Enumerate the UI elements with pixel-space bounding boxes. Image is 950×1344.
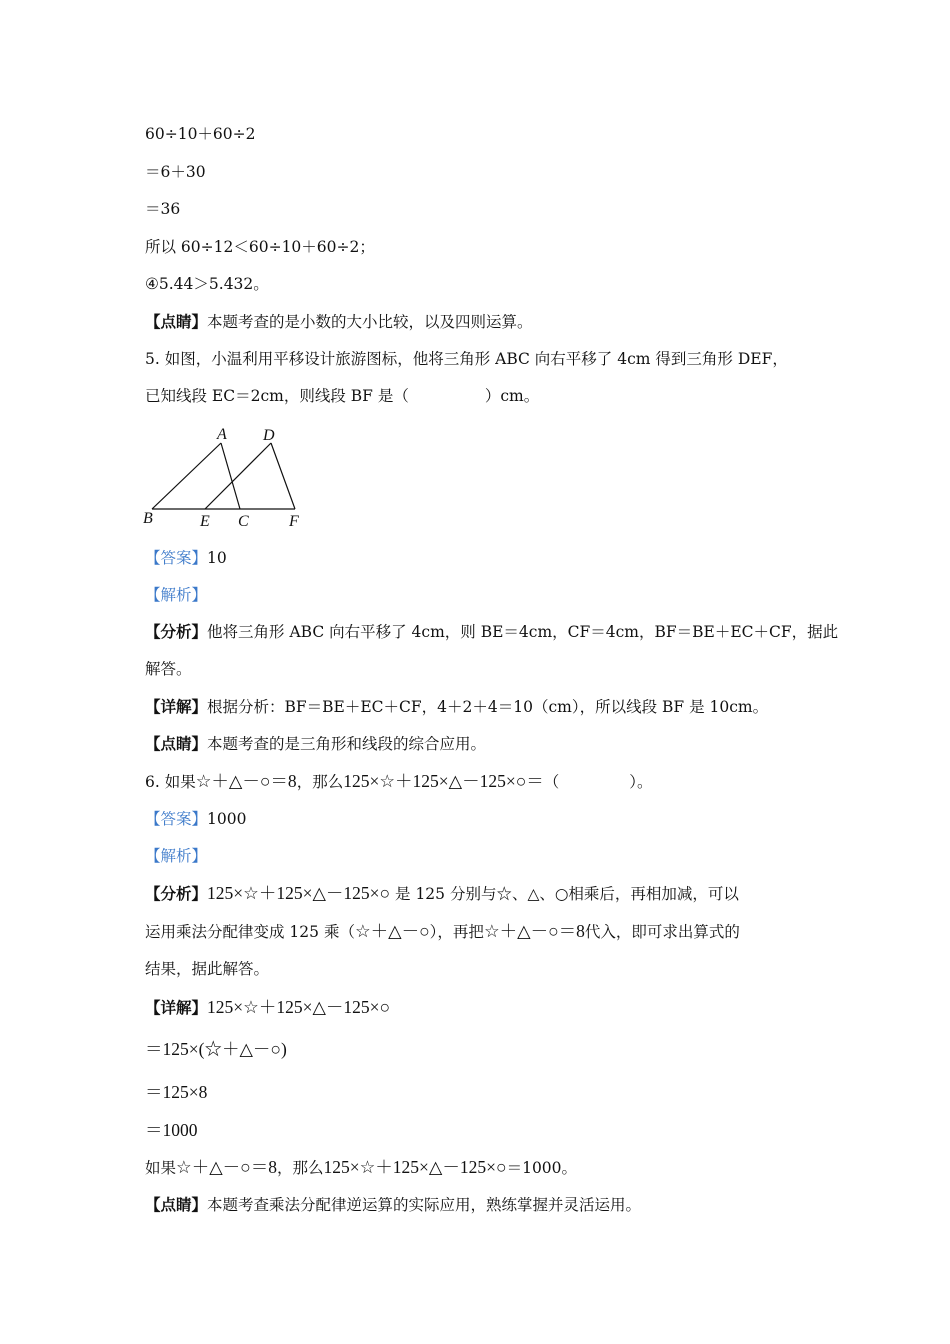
answer-line <box>145 548 227 568</box>
conclusion-text: ，那么 <box>276 1159 324 1177</box>
segment-ab <box>152 443 221 509</box>
fenxi-text: 代入，即可求出算式的 <box>584 923 740 941</box>
conclusion-expression: ☆＋△－○＝8 <box>176 1157 277 1177</box>
fenxi-tag: 【分析】 <box>145 884 208 903</box>
dianjing-tag: 【点睛】 <box>145 734 208 753</box>
label-f: F <box>289 513 299 530</box>
jiexi-tag: 【解析】 <box>145 586 208 604</box>
answer-value: 10 <box>207 549 227 567</box>
dianjing-line <box>145 312 533 332</box>
segment-ac <box>221 443 240 509</box>
conclusion-expression: 125×☆＋125×△－125×○ <box>323 1157 507 1177</box>
fenxi-expression: ☆＋△－○ <box>354 921 430 941</box>
conclusion-text: ＝1000。 <box>506 1159 578 1177</box>
fenxi-line-2 <box>145 921 740 942</box>
dianjing-text: 本题考查的是三角形和线段的综合应用。 <box>207 735 487 753</box>
label-e: E <box>200 513 210 530</box>
dianjing-line <box>145 734 486 754</box>
stem-text: ）cm。 <box>484 387 540 405</box>
segment-df <box>271 443 295 509</box>
answer-tag: 【答案】 <box>145 549 208 567</box>
fenxi-text: ），再把 <box>429 923 484 941</box>
stem-expression: ☆＋△－○＝8 <box>195 771 297 791</box>
calc-line: ＝125×(☆＋△－○) <box>145 1039 287 1059</box>
fenxi-tag: 【分析】 <box>145 622 208 641</box>
fenxi-line-3: 结果，据此解答。 <box>145 960 270 978</box>
question-6-stem <box>145 771 653 792</box>
xiangjie-tag: 【详解】 <box>145 998 208 1017</box>
fenxi-expression: 125×☆＋125×△－125×○ <box>207 883 391 903</box>
question-5-stem: 5. 如图，小温利用平移设计旅游图标，他将三角形 ABC 向右平移了 4cm 得到三角形 DEF， <box>145 350 788 368</box>
fenxi-text: 是 125 分别与☆、△、○相乘后，再相加减，可以 <box>390 885 739 903</box>
jiexi-line <box>145 846 207 866</box>
calc-line: ＝6＋30 <box>145 163 206 181</box>
dianjing-line <box>145 1195 641 1215</box>
xiangjie-text: 根据分析：BF＝BE＋EC＋CF，4＋2＋4＝10（cm），所以线段 BF 是 10cm。 <box>207 698 769 716</box>
answer-line <box>145 809 246 829</box>
segment-de <box>205 443 271 509</box>
xiangjie-line <box>145 997 390 1018</box>
stem-text: 6. 如果 <box>145 773 196 791</box>
stem-text: 已知线段 EC＝2cm，则线段 BF 是（ <box>145 387 409 405</box>
label-c: C <box>238 513 249 530</box>
comparison-line: ④5.44＞5.432。 <box>145 275 269 293</box>
dianjing-text: 本题考查乘法分配律逆运算的实际应用，熟练掌握并灵活运用。 <box>207 1196 642 1214</box>
label-a: A <box>217 426 227 443</box>
xiangjie-tag: 【详解】 <box>145 697 208 716</box>
xiangjie-expression: 125×☆＋125×△－125×○ <box>207 997 391 1017</box>
fenxi-text: 运用乘法分配律变成 125 乘（ <box>145 923 355 941</box>
conclusion-line <box>145 1157 577 1178</box>
conclusion-line: 所以 60÷12＜60÷10＋60÷2； <box>145 238 375 256</box>
label-b: B <box>143 510 153 527</box>
calc-line: 60÷10＋60÷2 <box>145 125 256 143</box>
label-d: D <box>263 427 275 444</box>
fenxi-line-2: 解答。 <box>145 660 192 678</box>
conclusion-text: 如果 <box>145 1159 177 1177</box>
jiexi-line <box>145 585 207 605</box>
fenxi-expression: ☆＋△－○＝8 <box>483 921 585 941</box>
calc-line: ＝36 <box>145 200 181 218</box>
fenxi-text: 他将三角形 ABC 向右平移了 4cm，则 BE＝4cm，CF＝4cm，BF＝BE＋EC＋CF，据此 <box>207 623 839 641</box>
calc-line: ＝1000 <box>145 1120 198 1140</box>
triangle-translation-figure <box>140 422 315 532</box>
stem-text: ，那么 <box>296 773 344 791</box>
fenxi-line <box>145 622 838 642</box>
question-5-stem-2 <box>145 386 539 406</box>
xiangjie-line <box>145 697 768 717</box>
dianjing-tag: 【点睛】 <box>145 1195 208 1214</box>
dianjing-tag: 【点睛】 <box>145 312 208 331</box>
answer-tag: 【答案】 <box>145 810 208 828</box>
dianjing-text: 本题考查的是小数的大小比较，以及四则运算。 <box>207 313 533 331</box>
stem-text: （ <box>543 773 560 791</box>
stem-text: ）。 <box>629 773 653 791</box>
answer-value: 1000 <box>207 810 247 828</box>
stem-expression: 125×☆＋125×△－125×○＝ <box>343 771 544 791</box>
calc-line: ＝125×8 <box>145 1082 208 1102</box>
fenxi-line <box>145 883 739 904</box>
jiexi-tag: 【解析】 <box>145 847 208 865</box>
